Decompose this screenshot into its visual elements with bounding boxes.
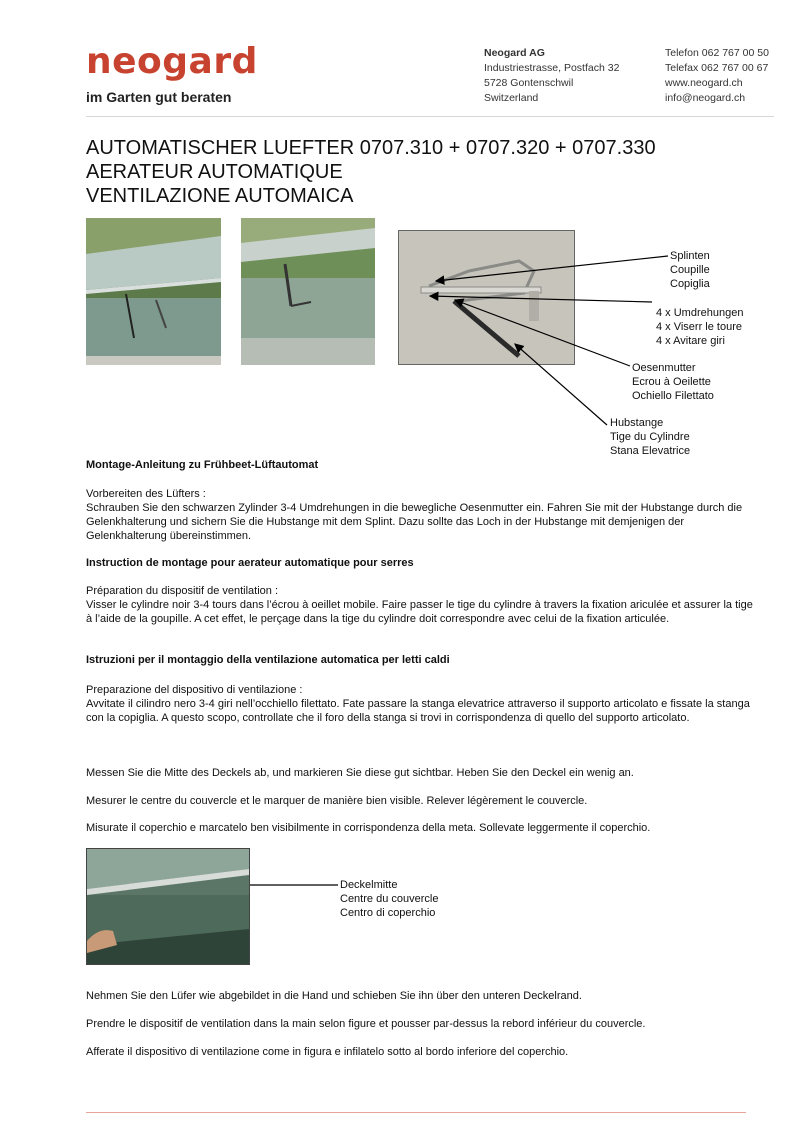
title-line-it: VENTILAZIONE AUTOMAICA xyxy=(86,185,354,207)
label-oesenmutter: Oesenmutter Ecrou à Oeilette Ochiello Filettato xyxy=(632,362,714,402)
photo-vent-mechanism xyxy=(398,230,575,365)
company-name: Neogard AG xyxy=(484,47,545,59)
brand-tagline: im Garten gut beraten xyxy=(86,89,232,105)
step-push-fr: Prendre le dispositif de ventilation dans la main selon figure et pousser par-dessus la rebord inférieur du couvercle. xyxy=(86,1018,646,1030)
title-line-de: AUTOMATISCHER LUEFTER 0707.310 + 0707.320 + 0707.330 xyxy=(86,137,656,159)
website-link[interactable]: www.neogard.ch xyxy=(665,77,743,89)
company-city: 5728 Gontenschwil xyxy=(484,77,574,89)
company-address xyxy=(484,46,619,106)
company-street: Industriestrasse, Postfach 32 xyxy=(484,62,620,74)
company-country: Switzerland xyxy=(484,92,539,104)
heading-fr: Instruction de montage pour aerateur automatique pour serres xyxy=(86,557,414,569)
photo-vent-arm xyxy=(241,218,375,365)
step-measure-it: Misurate il coperchio e marcatelo ben visibilmente in corrispondenza della meta. Sollevate leggermente il coperchio. xyxy=(86,822,651,834)
body-de: Schrauben Sie den schwarzen Zylinder 3-4 Umdrehungen in die bewegliche Oesenmutter ein. Fahren Sie mit der Hubstange durch die Gelenkhalterung und sichern Sie die Hubstange mit dem Splint. Dazu sollte das Loch in der Hubstange mit demjenigen der Gelenkhalterung übereinstimmen. xyxy=(86,502,743,542)
step-measure-fr: Mesurer le centre du couvercle et le marquer de manière bien visible. Relever légèrement le couvercle. xyxy=(86,795,588,807)
step-measure-de: Messen Sie die Mitte des Deckels ab, und markieren Sie diese gut sichtbar. Heben Sie den Deckel ein wenig an. xyxy=(86,767,634,779)
step-push-de: Nehmen Sie den Lüfer wie abgebildet in die Hand und schieben Sie ihn über den unteren Deckelrand. xyxy=(86,990,582,1002)
email-link[interactable]: info@neogard.ch xyxy=(665,92,746,104)
brand-logo: neogard xyxy=(86,41,258,82)
photo-coldframe-open xyxy=(86,218,221,365)
step-push-it: Afferate il dispositivo di ventilazione come in figura e infilatelo sotto al bordo inferiore del coperchio. xyxy=(86,1046,569,1058)
body-it: Avvitate il cilindro nero 3-4 giri nell’occhiello filettato. Fate passare la stanga elevatrice attraverso il supporto articolato e fissate la stanga con la copiglia. A questo scopo, controllate che il foro della stanga si trovi in corrispondenza di quello del supporto articolato. xyxy=(86,698,750,724)
header-divider xyxy=(86,116,774,117)
heading-it: Istruzioni per il montaggio della ventilazione automatica per letti caldi xyxy=(86,654,450,666)
company-contact xyxy=(665,46,769,106)
label-hubstange: Hubstange Tige du Cylindre Stana Elevatrice xyxy=(610,417,691,457)
fax: Telefax 062 767 00 67 xyxy=(665,62,769,74)
page-title xyxy=(86,136,656,208)
footer-divider xyxy=(86,1112,746,1113)
heading-de: Montage-Anleitung zu Frühbeet-Lüftautomat xyxy=(86,459,319,471)
label-splinten: Splinten Coupille Copiglia xyxy=(670,250,710,290)
title-line-fr: AERATEUR AUTOMATIQUE xyxy=(86,161,343,183)
subheading-fr: Préparation du dispositif de ventilation : xyxy=(86,585,279,597)
label-umdrehungen: 4 x Umdrehungen 4 x Viserr le toure 4 x Avitare giri xyxy=(656,307,744,347)
subheading-de: Vorbereiten des Lüfters : xyxy=(86,488,206,500)
subheading-it: Preparazione del dispositivo di ventilazione : xyxy=(86,684,303,696)
photo-deckel xyxy=(86,848,250,965)
label-deckelmitte: Deckelmitte Centre du couvercle Centro di coperchio xyxy=(340,879,439,919)
phone: Telefon 062 767 00 50 xyxy=(665,47,769,59)
body-fr: Visser le cylindre noir 3-4 tours dans l’écrou à oeillet mobile. Faire passer le tige du cylindre à travers la fixation ariculée et assurer la tige à l’aide de la goupille. A cet effet, le perçage dans la tige du cylindre doit correspondre avec celui de la fixation articulée. xyxy=(86,599,753,625)
